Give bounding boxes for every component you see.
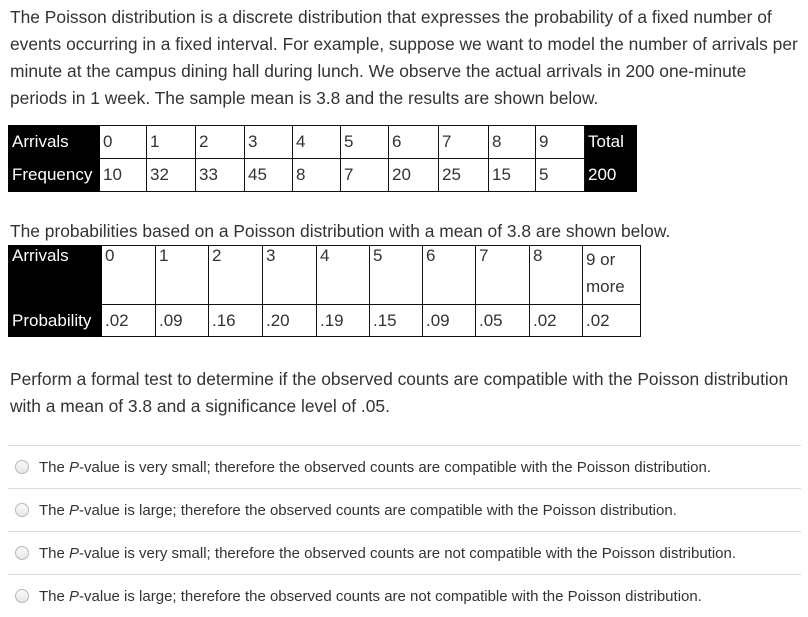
probability-cell: .09 <box>156 305 209 337</box>
radio-button[interactable] <box>15 546 29 560</box>
frequency-cell: 10 <box>100 159 147 192</box>
arrival-cell: 3 <box>245 126 293 159</box>
probabilities-intro: The probabilities based on a Poisson distribution with a mean of 3.8 are shown below. <box>10 221 671 241</box>
question-text: Perform a formal test to determine if the observed counts are compatible with the Poisson distribution with a mean of 3.8 and a significance level of .05. <box>10 369 789 416</box>
option-label: The P-value is very small; therefore the observed counts are compatible with the Poisson distribution. <box>39 458 712 476</box>
arrival-cell: 6 <box>389 126 439 159</box>
arrival-cell: 2 <box>209 246 263 305</box>
answer-option-4[interactable] <box>8 574 801 617</box>
option-label: The P-value is large; therefore the observed counts are compatible with the Poisson distribution. <box>39 501 677 519</box>
probability-cell: .02 <box>530 305 583 337</box>
frequency-cell: 45 <box>245 159 293 192</box>
frequency-cell: 7 <box>341 159 389 192</box>
frequency-cell: 5 <box>536 159 585 192</box>
radio-button[interactable] <box>15 460 29 474</box>
observed-frequency-table <box>8 125 637 192</box>
arrival-cell: 4 <box>293 126 341 159</box>
arrival-cell: 1 <box>156 246 209 305</box>
probability-cell: .16 <box>209 305 263 337</box>
arrival-cell: 7 <box>439 126 489 159</box>
arrival-cell: 4 <box>317 246 370 305</box>
frequency-cell: 20 <box>389 159 439 192</box>
probability-cell: .02 <box>102 305 156 337</box>
probability-cell: .20 <box>263 305 317 337</box>
option-label: The P-value is large; therefore the observed counts are not compatible with the Poisson distribution. <box>39 587 702 605</box>
probability-cell: .15 <box>370 305 423 337</box>
table-row <box>9 126 637 159</box>
arrival-cell: 7 <box>476 246 530 305</box>
probability-cell: .19 <box>317 305 370 337</box>
table-row <box>9 159 637 192</box>
radio-button[interactable] <box>15 589 29 603</box>
row-header-probability: Probability <box>9 305 102 337</box>
answer-option-2[interactable] <box>8 488 801 531</box>
arrival-cell: 0 <box>100 126 147 159</box>
probability-cell: .05 <box>476 305 530 337</box>
frequency-cell: 33 <box>196 159 245 192</box>
arrival-cell: 8 <box>489 126 536 159</box>
table-row <box>9 246 641 305</box>
arrival-cell: 6 <box>423 246 476 305</box>
option-label: The P-value is very small; therefore the observed counts are not compatible with the Poisson distribution. <box>39 544 737 562</box>
arrival-cell: 9 <box>536 126 585 159</box>
table-row <box>9 305 641 337</box>
row-header-frequency: Frequency <box>9 159 100 192</box>
arrival-cell: 0 <box>102 246 156 305</box>
arrival-cell: 5 <box>341 126 389 159</box>
intro-paragraph: The Poisson distribution is a discrete distribution that expresses the probability of a fixed number of events occurring in a fixed interval. For example, suppose we want to model the number of arrivals per minute at the campus dining hall during lunch. We observe the actual arrivals in 200 one-minute periods in 1 week. The sample mean is 3.8 and the results are shown below. <box>10 7 798 108</box>
arrival-cell: 2 <box>196 126 245 159</box>
row-header-arrivals: Arrivals <box>9 126 100 159</box>
radio-button[interactable] <box>15 503 29 517</box>
arrival-cell: 9 or more <box>583 246 641 305</box>
frequency-cell: 25 <box>439 159 489 192</box>
arrival-cell: 1 <box>147 126 196 159</box>
frequency-cell: 8 <box>293 159 341 192</box>
arrival-cell: 3 <box>263 246 317 305</box>
probability-cell: .09 <box>423 305 476 337</box>
arrival-cell: 8 <box>530 246 583 305</box>
answer-option-3[interactable] <box>8 531 801 574</box>
total-value: 200 <box>585 159 637 192</box>
poisson-probability-table <box>8 245 641 337</box>
probability-cell: .02 <box>583 305 641 337</box>
answer-option-1[interactable] <box>8 445 801 488</box>
frequency-cell: 15 <box>489 159 536 192</box>
answer-options <box>8 445 801 617</box>
frequency-cell: 32 <box>147 159 196 192</box>
total-header: Total <box>585 126 637 159</box>
arrival-cell: 5 <box>370 246 423 305</box>
row-header-arrivals: Arrivals <box>9 246 102 305</box>
